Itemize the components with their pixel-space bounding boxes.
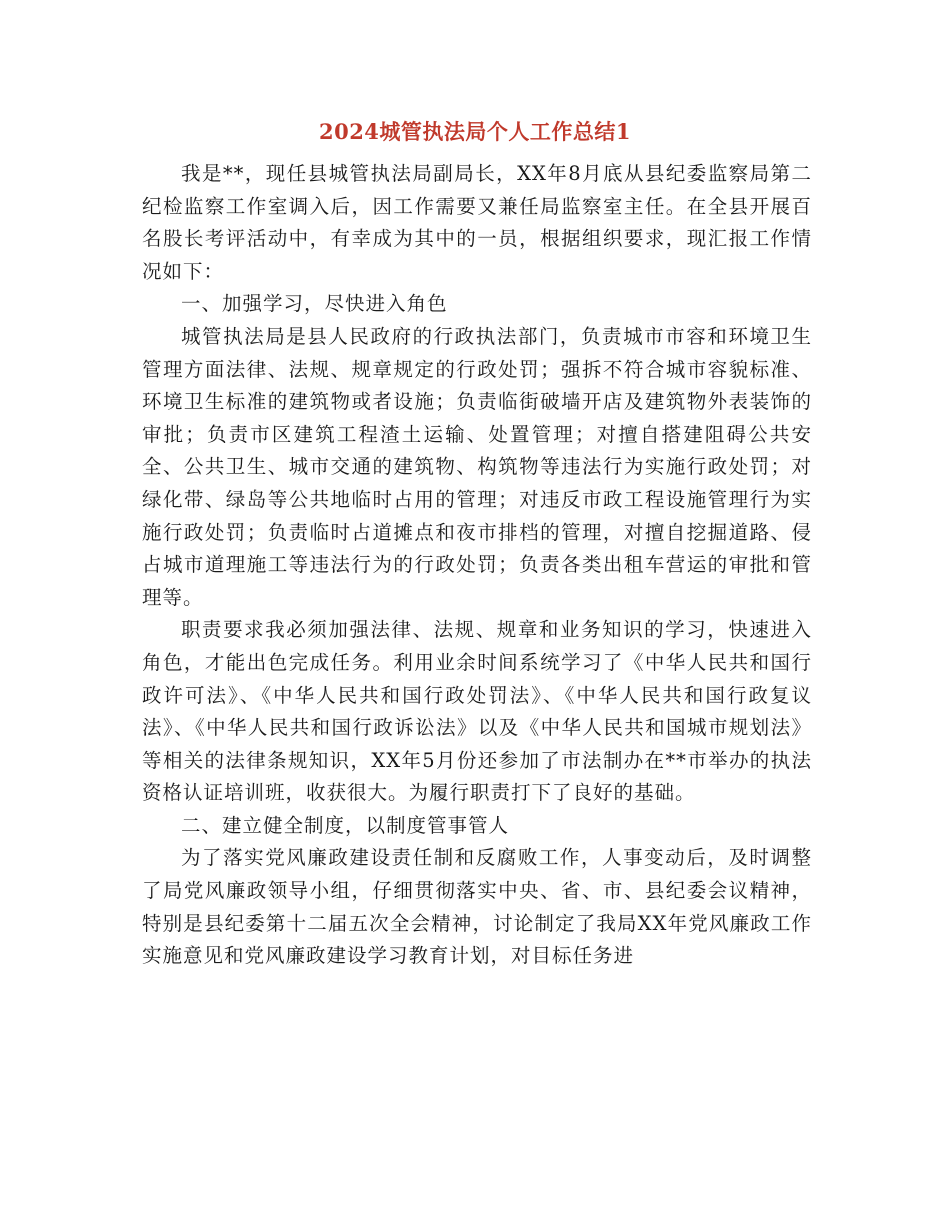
section-heading-2: 二、建立健全制度，以制度管事管人 xyxy=(181,813,510,837)
body-paragraph: 职责要求我必须加强法律、法规、规章和业务知识的学习，快速进入角色，才能出色完成任务。利用业余时间系统学习了《中华人民共和国行政许可法》、《中华人民共和国行政处罚法》、《中华人民共和国行政复议法》、《中华人民共和国行政诉讼法》以及《中华人民共和国城市规划法》等相关的法律条规知识，XX年5月份还参加了市法制办在**市举办的执法资格认证培训班，收获很大。为履行职责打下了良好的基础。 xyxy=(142,618,812,805)
document-title: 2024城管执法局个人工作总结1 xyxy=(318,119,632,144)
section-heading-1: 一、加强学习，尽快进入角色 xyxy=(181,292,448,316)
intro-paragraph: 我是**，现任县城管执法局副局长，XX年8月底从县纪委监察局第二纪检监察工作室调入后，因工作需要又兼任局监察室主任。在全县开展百名股长考评活动中，有幸成为其中的一员，根据组织要求，现汇报工作情况如下： xyxy=(142,162,812,283)
body-paragraph: 城管执法局是县人民政府的行政执法部门，负责城市市容和环境卫生管理方面法律、法规、规章规定的行政处罚；强拆不符合城市容貌标准、环境卫生标准的建筑物或者设施；负责临街破墙开店及建筑物外表装饰的审批；负责市区建筑工程渣土运输、处置管理；对擅自搭建阻碍公共安全、公共卫生、城市交通的建筑物、构筑物等违法行为实施行政处罚；对绿化带、绿岛等公共地临时占用的管理；对违反市政工程设施管理行为实施行政处罚；负责临时占道摊点和夜市排档的管理，对擅自挖掘道路、侵占城市道理施工等违法行为的行政处罚；负责各类出租车营运的审批和管理等。 xyxy=(142,324,812,609)
document-body xyxy=(142,158,812,973)
body-paragraph: 为了落实党风廉政建设责任制和反腐败工作，人事变动后，及时调整了局党风廉政领导小组，仔细贯彻落实中央、省、市、县纪委会议精神，特别是县纪委第十二届五次全会精神，讨论制定了我局XX年党风廉政工作实施意见和党风廉政建设学习教育计划，对目标任务进 xyxy=(142,846,812,968)
